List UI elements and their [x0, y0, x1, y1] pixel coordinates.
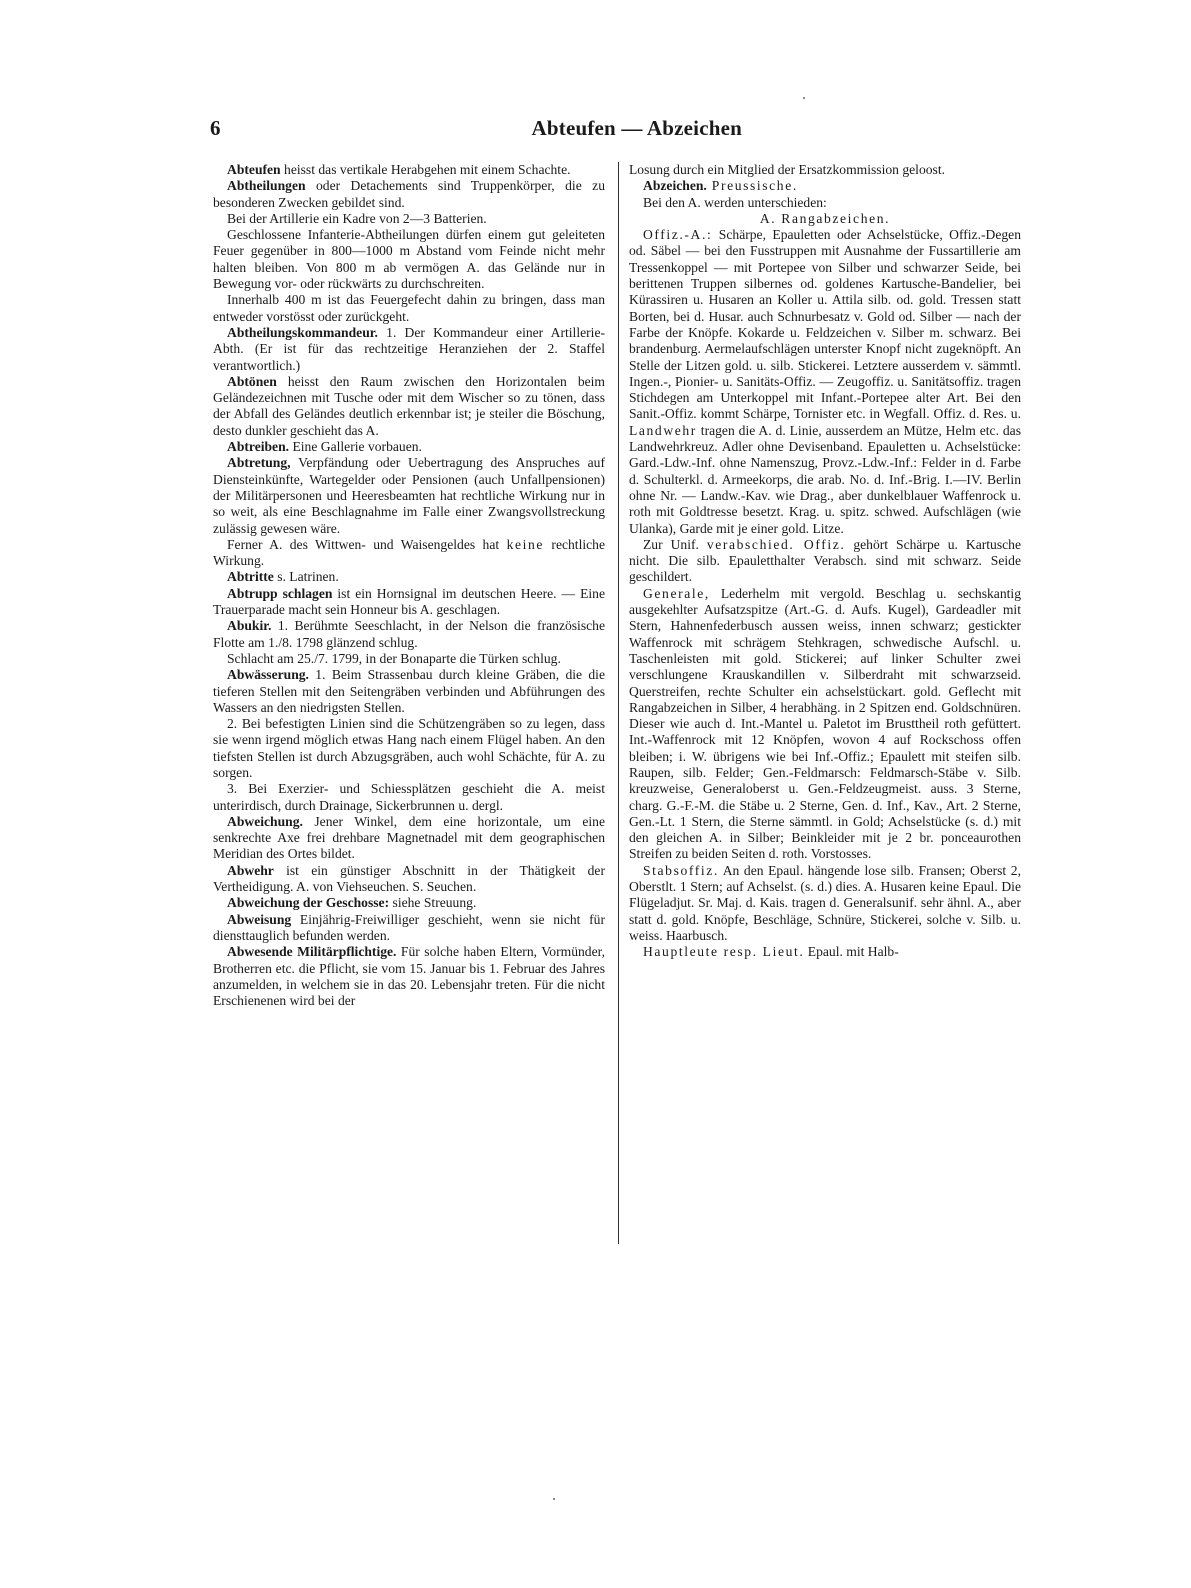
scan-speck	[553, 1498, 555, 1500]
spaced-term: Preussische.	[706, 178, 798, 194]
entry-text: Verpfändung oder Uebertragung des Anspruches auf Diensteinkünfte, Wartegelder oder Pensionen (auch Unfallpensionen) der Militärpersonen und Heeresbeamten hat rechtliche Wirkung nur in so weit, als eine Beschlagnahme im Falle einer Zwangsvollstreckung zulässig gewesen wäre.	[213, 455, 605, 536]
right-column	[629, 162, 1021, 961]
entry-text: Ferner A. des Wittwen- und Waisengeldes hat	[227, 536, 507, 552]
entry-headword: Abwässerung.	[227, 667, 309, 683]
entry-headword: Abtheilungen	[227, 178, 306, 194]
entry-text: oder Detachements sind Truppenkörper, die zu besonderen Zwecken gebildet sind.	[213, 178, 605, 210]
spaced-term: Offiz.-A.:	[643, 227, 713, 243]
entry-text: Jener Winkel, dem eine horizontale, um eine senkrechte Axe frei drehbare Magnetnadel mit dem geographischen Meridian des Ortes bildet.	[213, 813, 605, 862]
entry-text: ist ein Hornsignal im deutschen Heere. — Eine Trauerparade macht sein Honneur bis A. geschlagen.	[213, 585, 605, 618]
entry-headword: Abteufen	[227, 162, 281, 177]
page-header	[210, 112, 742, 144]
running-title: Abteufen — Abzeichen	[531, 115, 742, 140]
section-heading: A. Rangabzeichen.	[759, 210, 891, 226]
entry-paragraph	[213, 537, 605, 570]
entry-headword: Abtritte	[227, 569, 274, 585]
entry-text: heisst den Raum zwischen den Horizontalen beim Geländezeichnen mit Tusche oder mit dem Wischer so zu tönen, dass der Abfall des Geländes deutlich erkennbar ist; je steiler die Böschung, desto dunkler geschieht das A.	[213, 373, 605, 438]
entry-headword: Abtretung,	[227, 455, 291, 471]
entry-paragraph	[629, 586, 1021, 863]
entry-paragraph	[629, 944, 1021, 960]
entry-paragraph	[629, 227, 1021, 537]
dictionary-entry	[629, 178, 1021, 194]
entry-headword: Abweichung der Geschosse:	[227, 895, 390, 911]
entry-paragraph	[213, 716, 605, 781]
dictionary-entry	[213, 586, 605, 619]
entry-text: Zur Unif.	[643, 536, 707, 552]
entry-text: gehört Schärpe u. Kartusche nicht. Die silb. Epauletthalter Verabsch. sind mit schwarz. Seide geschildert.	[629, 536, 1022, 585]
spaced-term: keine	[506, 536, 545, 552]
entry-text: 2. Bei befestigten Linien sind die Schützengräben so zu legen, dass sie wenn irgend möglich etwas Hang nach einem Flügel haben. An den tiefsten Stellen ist durch Abzugsgräben, auch wohl Schächte, für A. zu sorgen.	[213, 716, 605, 780]
dictionary-entry	[213, 374, 605, 439]
scan-speck	[803, 97, 805, 99]
entry-text: Lederhelm mit vergold. Beschlag u. sechskantig ausgekehlter Aufsatzspitze (Art.-G. d. Aufs. Kugel), Gardeadler mit Stern, Hahnenfederbusch aussen weiss, innen schwarz; gestickter Waffenrock mit schrägem Stehkragen, schwedische Aufschl. u. Taschenleisten mit gold. Stickerei; auf linker Schulter zwei verschlungene Krauskandillen v. Silberdraht mit schwarzseid. Querstreifen, rechte Schulter ein achselstückart. gold. Geflecht mit Rangabzeichen in Silber, 4 herabhäng. in 2 Spitzen end. Goldschnüren. Dieser wie auch d. Int.-Mantel u. Paletot im Brusttheil roth gefüttert. Int.-Waffenrock mit 12 Knöpfen, wovon 4 auf Rockschoss offen bleiben; i. W. übrigens wie bei Inf.-Offiz.; Epaulett mit steifen silb. Raupen, silb. Felder; Gen.-Feldmarsch: Feldmarsch-Stäbe v. Silb. kreuzweise, Generaloberst u. Gen.-Feldzeugmeist. auss. 3 Sterne, charg. G.-F.-M. die Stäbe u. 2 Sterne, Gen. d. Inf., Kav., Art. 2 Sterne, Gen.-Lt. 1 Stern, die Sterne sämmtl. in Gold; Achselstücke (s. d.) mit den gleichen A. in Silber; Beinkleider mit je 2 br. ponceaurothen Streifen zu beiden Seiten d. roth. Vorstosses.	[629, 585, 1021, 862]
spaced-term: verabschied. Offiz.	[706, 536, 846, 552]
dictionary-entry	[213, 863, 605, 896]
dictionary-entry	[213, 814, 605, 863]
entry-text: Losung durch ein Mitglied der Ersatzkommission geloost.	[629, 162, 946, 177]
dictionary-entry	[213, 162, 605, 178]
dictionary-entry	[213, 895, 605, 911]
entry-text: 1. Berühmte Seeschlacht, in der Nelson die französische Flotte am 1./8. 1798 glänzend schlug.	[213, 618, 605, 650]
entry-paragraph	[213, 227, 605, 292]
spaced-term: Landwehr	[629, 422, 697, 438]
page-number: 6	[210, 115, 221, 140]
entry-text: Geschlossene Infanterie-Abtheilungen dürfen einem gut geleiteten Feuer gegenüber in 800—1000 m Abstand vom Feinde nicht mehr halten bleiben. Von 800 m ab vermögen A. das Gelände nur in Bewegung vor- oder rückwärts zu durchschreiten.	[213, 227, 605, 292]
dictionary-entry	[213, 569, 605, 585]
entry-text: Eine Gallerie vorbauen.	[289, 439, 422, 455]
entry-paragraph	[629, 195, 1021, 211]
dictionary-entry	[213, 944, 605, 1009]
spaced-term: Hauptleute resp. Lieut.	[643, 944, 805, 960]
entry-paragraph	[213, 781, 605, 814]
column-divider	[618, 162, 619, 1244]
entry-text: Für solche haben Eltern, Vormünder, Brotherren etc. die Pflicht, sie vom 15. Januar bis 1. Februar des Jahres anzumelden, in welchem sie in das 20. Lebensjahr treten. Für die nicht Erschienenen wird bei der	[213, 944, 606, 1009]
spaced-term: Generale,	[643, 585, 710, 601]
entry-text: Schärpe, Epauletten oder Achselstücke, Offiz.-Degen od. Säbel — bei den Fusstruppen mit Ausnahme der Fussartillerie am Tressenkoppel — mit Portepee von Silber und schwarzer Seide, bei berittenen Truppen silbernes od. goldenes Kartusche-Bandelier, bei Kürassiren u. Husaren an Koller u. Attila silb. od. gold. Tressen statt Borten, bei d. Husar. auch Schnurbesatz v. Gold od. Silber — nach der Farbe der Knöpfe. Kokarde u. Feldzeichen v. Silber m. schwarz. Bei brandenburg. Aermelaufschlägen unterster Knopf nicht zugeknöpft. An Stelle der Litzen gold. u. silb. Stickerei. Letztere ausserdem v. sämmtl. Ingen.-, Pionier- u. Sanitäts-Offiz. — Zeugoffiz. u. Sanitätsoffiz. tragen Stichdegen am Unterkoppel mit Infant.-Portepee alter Art. Bei den Sanit.-Offiz. kommt Schärpe, Tornister etc. in Wegfall. Offiz. d. Res. u.	[629, 227, 1021, 422]
entry-headword: Abukir.	[227, 618, 272, 634]
entry-headword: Abtreiben.	[227, 439, 290, 455]
entry-text: Bei den A. werden unterschieden:	[643, 194, 827, 210]
entry-text: 1. Beim Strassenbau durch kleine Gräben, die die tieferen Stellen mit den Seitengräben verbinden und Abführungen des Wassers an den niedrigsten Stellen.	[213, 667, 605, 715]
entry-headword: Abweisung	[227, 911, 292, 927]
dictionary-entry	[213, 912, 605, 945]
dictionary-entry	[213, 439, 605, 455]
entry-headword: Abwesende Militärpflichtige.	[227, 944, 397, 960]
entry-text: ist ein günstiger Abschnitt in der Thätigkeit der Vertheidigung. A. von Viehseuchen. S. Seuchen.	[213, 862, 605, 895]
entry-paragraph	[213, 651, 605, 667]
entry-text: tragen die A. d. Linie, ausserdem an Mütze, Helm etc. das Landwehrkreuz. Adler ohne Devisenband. Epauletten u. Achselstücke: Gard.-Ldw.-Inf. ohne Namenszug, Provz.-Ldw.-Inf.: Felder in d. Farbe d. Schulterkl. d. Armeekorps, die arab. No. d. Inf.-Brig. I.—IV. Berlin ohne Nr. — Landw.-Kav. wie Drag., aber dunkelblauer Waffenrock u. roth mit Goldtresse besetzt. Krag. u. spitz. schwed. Aufschlägen (wie Ulanka), Garde mit je einer gold. Litze.	[629, 422, 1021, 536]
entry-paragraph	[629, 537, 1021, 586]
dictionary-entry	[213, 178, 605, 211]
entry-text: siehe Streuung.	[389, 895, 477, 911]
entry-headword: Abweichung.	[227, 813, 303, 829]
entry-headword: Abwehr	[227, 862, 274, 878]
entry-headword: Abzeichen.	[643, 178, 707, 194]
entry-headword: Abtrupp schlagen	[227, 585, 333, 601]
entry-text: 3. Bei Exerzier- und Schiessplätzen geschieht die A. meist unterirdisch, durch Drainage, Sickerbrunnen u. dergl.	[213, 781, 605, 813]
entry-headword: Abtönen	[227, 373, 277, 389]
entry-headword: Abtheilungskommandeur.	[227, 324, 378, 340]
entry-text: An den Epaul. hängende lose silb. Fransen; Oberst 2, Oberstlt. 1 Stern; auf Achselst. (s. d.) dies. A. Husaren keine Epaul. Die Flügeladjut. Sr. Maj. d. Kais. tragen d. Generalsunif. sehr ähnl. A., aber statt d. gold. Knöpfe, Beschläge, Schnüre, Stickerei, solche v. Silb. u. weiss. Haarbusch.	[629, 862, 1021, 943]
dictionary-entry	[213, 618, 605, 651]
spaced-term: Stabsoffiz.	[643, 862, 719, 878]
entry-text: Epaul. mit Halb-	[804, 944, 899, 960]
entry-text: rechtliche Wirkung.	[213, 536, 605, 569]
entry-paragraph	[213, 292, 605, 325]
dictionary-entry	[213, 667, 605, 716]
left-column	[213, 162, 605, 1009]
dictionary-entry	[213, 455, 605, 536]
entry-text: s. Latrinen.	[273, 569, 339, 585]
entry-text: 1. Der Kommandeur einer Artillerie-Abth. (Er ist für das rechtzeitige Heranziehen der 2. Staffel verantwortlich.)	[213, 324, 605, 373]
entry-text: Einjährig-Freiwilliger geschieht, wenn sie nicht für diensttauglich befunden werden.	[213, 911, 605, 943]
entry-text: heisst das vertikale Herabgehen mit einem Schachte.	[280, 162, 571, 177]
entry-paragraph	[629, 162, 1021, 178]
entry-text: Bei der Artillerie ein Kadre von 2—3 Batterien.	[227, 210, 487, 226]
entry-paragraph	[629, 863, 1021, 944]
entry-text: Schlacht am 25./7. 1799, in der Bonaparte die Türken schlug.	[227, 650, 561, 666]
dictionary-entry	[213, 325, 605, 374]
entry-paragraph	[213, 211, 605, 227]
entry-text: Innerhalb 400 m ist das Feuergefecht dahin zu bringen, dass man entweder vorstösst oder zurückgeht.	[213, 292, 605, 324]
